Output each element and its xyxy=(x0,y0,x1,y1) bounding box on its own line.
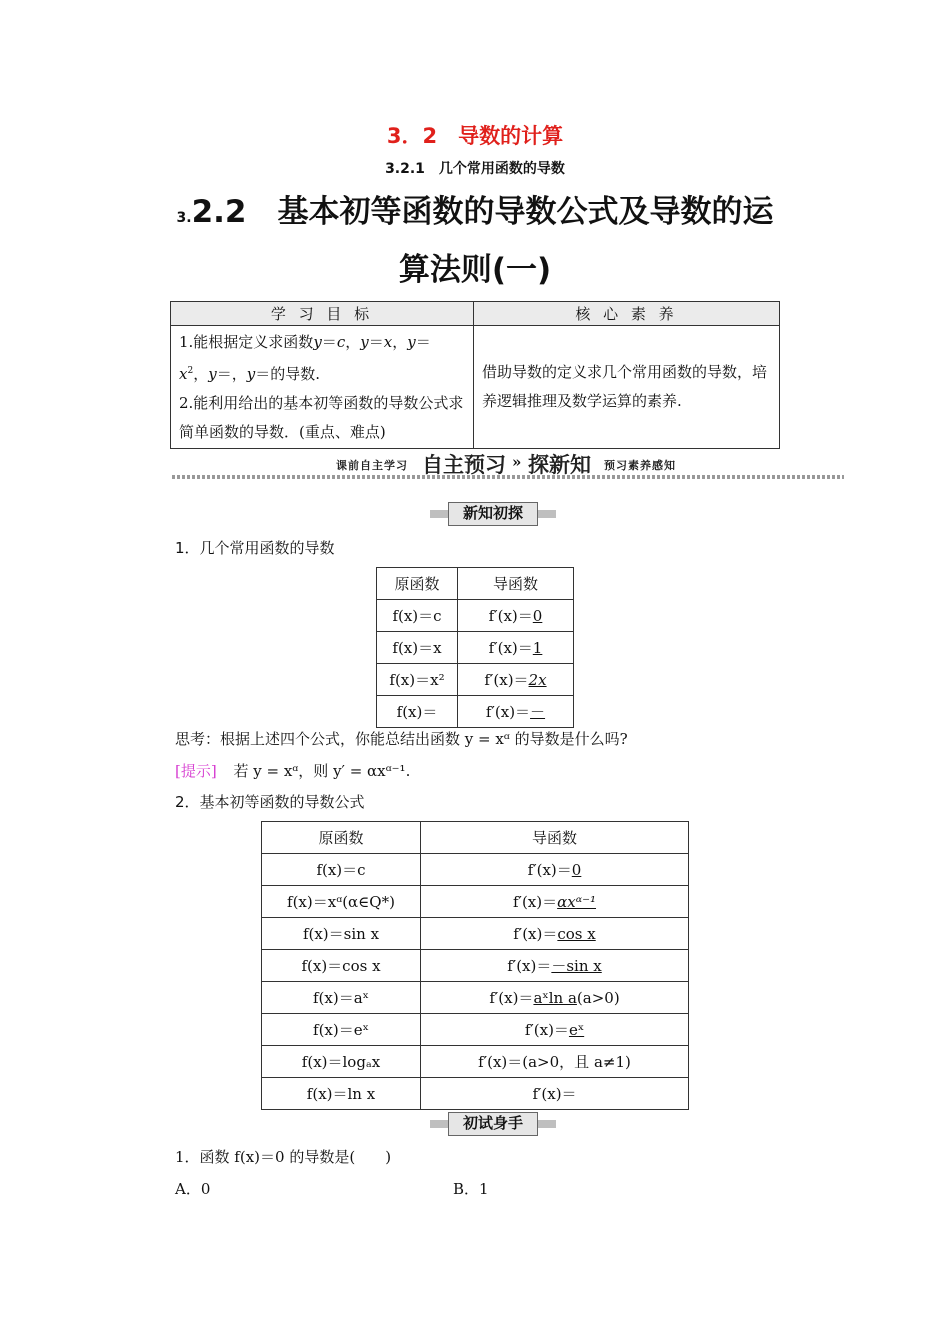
table-cell: f(x)＝c xyxy=(377,600,458,632)
banner-left: 课前自主学习 xyxy=(336,459,408,472)
banner-right: 预习素养感知 xyxy=(604,459,676,472)
table-cell: f′(x)＝2x xyxy=(458,664,574,696)
table-cell: f′(x)＝0 xyxy=(458,600,574,632)
learning-goals-table xyxy=(170,301,780,449)
table-cell: f′(x)＝ xyxy=(421,1078,689,1110)
banner-arrow-icon: » xyxy=(512,453,522,471)
table-cell: f(x)＝ln x xyxy=(262,1078,421,1110)
table-cell: f(x)＝xᵅ(α∈Q*) xyxy=(262,886,421,918)
table-cell: f′(x)＝αxᵅ⁻¹ xyxy=(421,886,689,918)
goal-2: 2.能利用给出的基本初等函数的导数公式求简单函数的导数．(重点、难点) xyxy=(179,393,464,441)
option-b[interactable]: B．1 xyxy=(453,1180,489,1198)
banner-strip xyxy=(172,475,844,479)
part1-heading: 1．几个常用函数的导数 xyxy=(175,539,335,557)
hint-label: [提示] xyxy=(175,762,217,780)
table-cell: f′(x)＝cos x xyxy=(421,918,689,950)
table-cell: f′(x)＝0 xyxy=(421,854,689,886)
table-cell: f′(x)＝aˣln a(a>0) xyxy=(421,982,689,1014)
core-header: 核 心 素 养 xyxy=(474,302,780,326)
main-title-line2: 算法则(一) xyxy=(398,252,552,288)
col-header: 原函数 xyxy=(377,568,458,600)
table-cell: f(x)＝x xyxy=(377,632,458,664)
table-cell: f′(x)＝－sin x xyxy=(421,950,689,982)
table-cell: f′(x)＝1 xyxy=(458,632,574,664)
banner-main-2: 探新知 xyxy=(528,453,591,477)
hint-text: 若 y = xᵅ，则 y′ = αxᵅ⁻¹. xyxy=(233,762,411,780)
banner-main-1: 自主预习 xyxy=(422,453,506,477)
section-title: 3．2 导数的计算 xyxy=(386,124,564,148)
table-cell: f(x)＝c xyxy=(262,854,421,886)
table-cell: f(x)＝eˣ xyxy=(262,1014,421,1046)
col-header: 原函数 xyxy=(262,822,421,854)
table-cell: f′(x)＝－ xyxy=(458,696,574,728)
new-knowledge-chip: 新知初探 xyxy=(430,502,556,524)
main-title-text: 2.2 基本初等函数的导数公式及导数的运 xyxy=(191,194,774,230)
option-a[interactable]: A．0 xyxy=(175,1180,211,1198)
main-title-prefix: 3. xyxy=(176,210,192,226)
table-cell: f′(x)＝eˣ xyxy=(421,1014,689,1046)
part2-heading: 2．基本初等函数的导数公式 xyxy=(175,793,365,811)
subsection-title: 3.2.1 几个常用函数的导数 xyxy=(385,161,565,177)
table-cell: f′(x)＝(a>0，且 a≠1) xyxy=(421,1046,689,1078)
table-cell: f(x)＝sin x xyxy=(262,918,421,950)
think-question: 思考：根据上述四个公式，你能总结出函数 y = xᵅ 的导数是什么吗? xyxy=(175,730,628,748)
hint-line xyxy=(175,760,410,781)
col-header: 导函数 xyxy=(421,822,689,854)
elementary-derivatives-table xyxy=(261,821,689,1110)
common-derivatives-table xyxy=(376,567,574,728)
section-banner xyxy=(172,449,844,479)
table-cell: f(x)＝cos x xyxy=(262,950,421,982)
goals-cell: 1.能根据定义求函数y＝c，y＝x，y＝ $x^2$，y＝，y＝的导数. 2.能利用给出的基本初等函数的导数公式求简单函数的导数．(重点、难点) xyxy=(171,326,474,449)
col-header: 导函数 xyxy=(458,568,574,600)
exercise-question: 1．函数 f(x)＝0 的导数是( ) xyxy=(175,1148,392,1166)
table-cell: f(x)＝logₐx xyxy=(262,1046,421,1078)
core-cell: 借助导数的定义求几个常用函数的导数，培养逻辑推理及数学运算的素养. xyxy=(474,326,780,449)
table-cell: f(x)＝x² xyxy=(377,664,458,696)
main-title-line1 xyxy=(0,186,950,231)
try-it-chip: 初试身手 xyxy=(430,1112,556,1134)
goals-header: 学 习 目 标 xyxy=(171,302,474,326)
table-cell: f(x)＝ xyxy=(377,696,458,728)
table-cell: f(x)＝aˣ xyxy=(262,982,421,1014)
